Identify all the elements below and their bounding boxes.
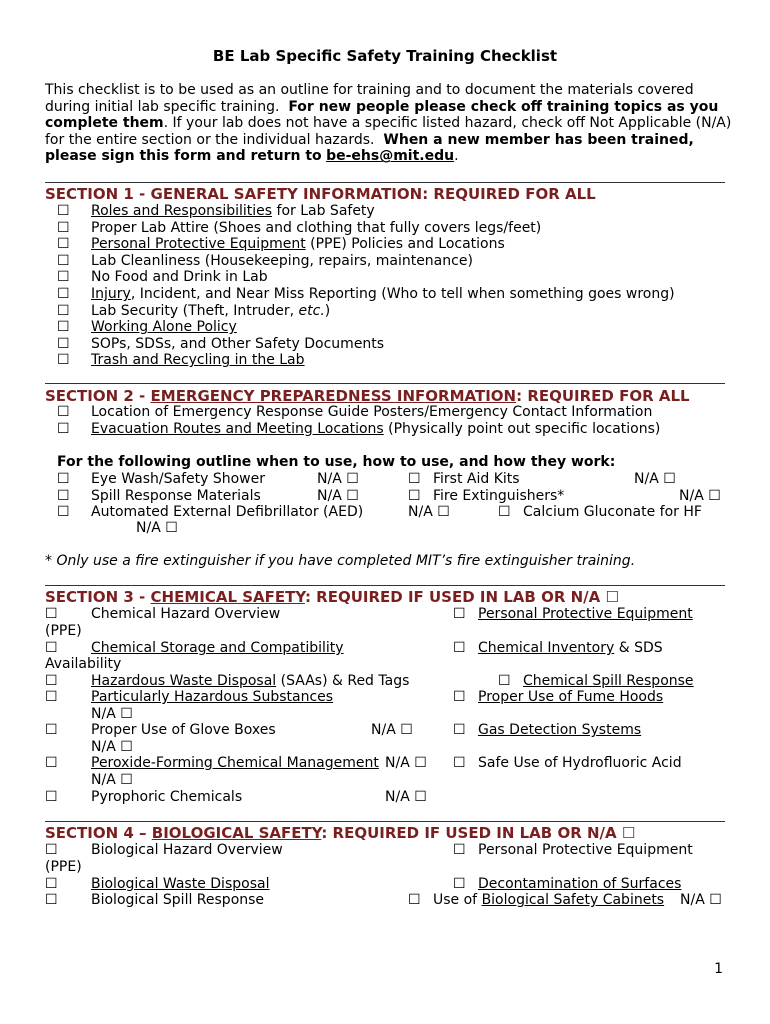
- section-1-item-text: Proper Lab Attire (Shoes and clothing that fully covers legs/feet): [91, 219, 542, 236]
- na-checkbox[interactable]: N/A ☐: [91, 772, 133, 788]
- section-divider: [45, 585, 725, 586]
- section-1-item-text: SOPs, SDSs, and Other Safety Documents: [91, 335, 385, 352]
- checkbox[interactable]: ☐: [453, 755, 466, 771]
- eyewash-label: Eye Wash/Safety Shower: [91, 471, 265, 487]
- chem-inventory-rest: & SDS: [614, 640, 663, 656]
- checkbox[interactable]: ☐: [453, 842, 466, 858]
- intro-end: .: [454, 148, 459, 165]
- section-1-item-text: for Lab Safety: [272, 203, 375, 219]
- checkbox[interactable]: ☐: [57, 504, 70, 520]
- section-1-item-label: [91, 336, 384, 353]
- checkbox[interactable]: ☐: [57, 302, 70, 319]
- emergency-subheading: For the following outline when to use, how to use, and how they work:: [57, 454, 616, 470]
- checkbox[interactable]: ☐: [57, 319, 70, 336]
- na-checkbox[interactable]: N/A ☐: [385, 755, 427, 771]
- checkbox[interactable]: ☐: [57, 219, 70, 236]
- checkbox[interactable]: ☐: [45, 789, 58, 805]
- checkbox[interactable]: ☐: [408, 471, 421, 487]
- section-1-item-text: Lab Security (Theft, Intruder,: [91, 302, 299, 319]
- email-link[interactable]: be-ehs@mit.edu: [326, 148, 455, 165]
- checkbox[interactable]: ☐: [57, 236, 70, 253]
- section-1-item-text-end: ): [324, 302, 331, 319]
- checkbox[interactable]: ☐: [57, 404, 70, 420]
- checkbox[interactable]: ☐: [57, 488, 70, 504]
- intro-text-2: . If your lab does not have a specific listed hazard, check off Not Applicable (N/A) for the entire section or the individual hazards.: [45, 115, 732, 148]
- haz-waste-underlined: Hazardous Waste Disposal: [91, 673, 277, 689]
- section-1-item-underlined: Personal Protective Equipment: [91, 236, 306, 253]
- section-divider: [45, 383, 725, 384]
- section-1-item-underlined: Injury: [91, 285, 131, 302]
- section-2-title-underlined: EMERGENCY PREPAREDNESS INFORMATION: [150, 387, 517, 405]
- section-3-title-prefix: SECTION 3 -: [45, 588, 151, 606]
- haz-waste-rest: (SAAs) & Red Tags: [276, 673, 410, 689]
- checkbox[interactable]: ☐: [45, 842, 58, 858]
- evacuation-label: [91, 421, 660, 438]
- bio-spill-label: Biological Spill Response: [91, 892, 265, 908]
- checkbox[interactable]: ☐: [57, 285, 70, 302]
- checkbox[interactable]: ☐: [57, 335, 70, 352]
- na-checkbox[interactable]: N/A ☐: [680, 892, 722, 908]
- na-checkbox[interactable]: N/A ☐: [91, 739, 133, 755]
- ppe-wrap-label: (PPE): [45, 623, 82, 639]
- decontamination-label: Decontamination of Surfaces: [478, 876, 682, 892]
- extinguisher-footnote: * Only use a fire extinguisher if you have completed MIT’s fire extinguisher training.: [45, 553, 636, 569]
- phs-label: Particularly Hazardous Substances: [91, 689, 334, 705]
- section-3-title-underlined: CHEMICAL SAFETY: [150, 588, 305, 606]
- chem-ppe-label: Personal Protective Equipment: [478, 606, 693, 622]
- na-checkbox[interactable]: N/A ☐: [317, 471, 359, 487]
- checkbox[interactable]: ☐: [498, 673, 511, 689]
- na-checkbox[interactable]: N/A ☐: [371, 722, 413, 738]
- section-1-item: [57, 236, 675, 253]
- chem-storage-label: Chemical Storage and Compatibility: [91, 640, 344, 656]
- calcium-gluconate-label: Calcium Gluconate for HF: [523, 504, 702, 520]
- aed-label: Automated External Defibrillator (AED): [91, 504, 364, 520]
- section-1-list: [57, 203, 675, 369]
- checkbox[interactable]: ☐: [57, 421, 70, 437]
- section-4-title-suffix: : REQUIRED IF USED IN LAB OR N/A ☐: [321, 824, 636, 842]
- checkbox[interactable]: ☐: [498, 504, 511, 520]
- na-checkbox[interactable]: N/A ☐: [408, 504, 450, 520]
- page-number: 1: [714, 961, 723, 977]
- section-1-item-label: [91, 236, 505, 253]
- section-2-title: [45, 387, 690, 405]
- chem-hazard-overview-label: Chemical Hazard Overview: [91, 606, 281, 622]
- section-1-item: [57, 220, 675, 237]
- na-checkbox[interactable]: N/A ☐: [634, 471, 676, 487]
- chem-inventory-underlined: Chemical Inventory: [478, 640, 615, 656]
- checkbox[interactable]: ☐: [453, 689, 466, 705]
- section-1-item-label: [91, 253, 473, 270]
- bsc-label-underlined: Biological Safety Cabinets: [481, 892, 665, 908]
- na-checkbox[interactable]: N/A ☐: [317, 488, 359, 504]
- section-4-title-underlined: BIOLOGICAL SAFETY: [151, 824, 322, 842]
- haz-waste-label: [91, 673, 409, 690]
- section-1-item-text: Lab Cleanliness (Housekeeping, repairs, maintenance): [91, 252, 473, 269]
- section-1-item: [57, 253, 675, 270]
- fume-hood-label: Proper Use of Fume Hoods: [478, 689, 664, 705]
- section-1-item-underlined: Working Alone Policy: [91, 319, 237, 336]
- section-1-item: [57, 286, 675, 303]
- section-1-item-label: [91, 220, 541, 237]
- intro-bold-2: When a new member has been trained, please sign this form and return to: [45, 131, 694, 165]
- section-1-item-text: No Food and Drink in Lab: [91, 269, 268, 286]
- hf-label: Safe Use of Hydrofluoric Acid: [478, 755, 682, 771]
- checkbox[interactable]: ☐: [45, 755, 58, 771]
- section-2-title-prefix: SECTION 2 -: [45, 387, 151, 405]
- section-1-item: [57, 319, 675, 336]
- section-1-item-underlined: Trash and Recycling in the Lab: [91, 352, 305, 369]
- checkbox[interactable]: ☐: [45, 722, 58, 738]
- checkbox[interactable]: ☐: [453, 722, 466, 738]
- evacuation-label-underlined: Evacuation Routes and Meeting Locations: [91, 421, 384, 437]
- ppe-wrap-label: (PPE): [45, 859, 82, 875]
- na-checkbox[interactable]: N/A ☐: [91, 706, 133, 722]
- checkbox[interactable]: ☐: [45, 876, 58, 892]
- checkbox[interactable]: ☐: [45, 606, 58, 622]
- section-1-item: [57, 303, 675, 320]
- intro-bold-1: For new people please check off training topics as you complete them: [45, 98, 719, 132]
- checkbox[interactable]: ☐: [453, 640, 466, 656]
- section-4-title-prefix: SECTION 4 –: [45, 824, 152, 842]
- gas-detection-label: Gas Detection Systems: [478, 722, 642, 738]
- intro-text-1: This checklist is to be used as an outline for training and to document the materials covered during initial lab specific training.: [45, 82, 694, 115]
- bio-ppe-label: Personal Protective Equipment: [478, 842, 693, 858]
- emergency-posters-label: Location of Emergency Response Guide Posters/Emergency Contact Information: [91, 404, 653, 420]
- section-1-item: [57, 336, 675, 353]
- section-1-item-label: [91, 203, 375, 220]
- bsc-label: [433, 892, 664, 909]
- checkbox[interactable]: ☐: [45, 673, 58, 689]
- first-aid-label: First Aid Kits: [433, 471, 520, 487]
- checkbox[interactable]: ☐: [57, 203, 70, 219]
- pyrophoric-label: Pyrophoric Chemicals: [91, 789, 243, 805]
- glove-box-label: Proper Use of Glove Boxes: [91, 722, 276, 738]
- spill-materials-label: Spill Response Materials: [91, 488, 261, 504]
- checkbox[interactable]: ☐: [453, 606, 466, 622]
- checkbox[interactable]: ☐: [45, 640, 58, 656]
- extinguishers-label: Fire Extinguishers*: [433, 488, 565, 504]
- checkbox[interactable]: ☐: [57, 471, 70, 487]
- page-title: BE Lab Specific Safety Training Checklist: [212, 47, 558, 65]
- peroxide-label: Peroxide-Forming Chemical Management: [91, 755, 379, 771]
- section-1-item: [57, 352, 675, 369]
- section-1-item: [57, 269, 675, 286]
- na-checkbox[interactable]: N/A ☐: [136, 520, 178, 536]
- checkbox[interactable]: ☐: [45, 689, 58, 705]
- chem-inventory-label: [478, 640, 663, 657]
- na-checkbox[interactable]: N/A ☐: [385, 789, 427, 805]
- section-1-item-label: [91, 303, 330, 320]
- section-1-item-label: [91, 319, 237, 336]
- bio-hazard-overview-label: Biological Hazard Overview: [91, 842, 283, 858]
- checkbox[interactable]: ☐: [408, 488, 421, 504]
- checkbox[interactable]: ☐: [45, 892, 58, 908]
- section-1-title: SECTION 1 - GENERAL SAFETY INFORMATION: REQUIRED FOR ALL: [45, 185, 596, 203]
- checkbox[interactable]: ☐: [57, 252, 70, 269]
- checkbox[interactable]: ☐: [57, 269, 70, 286]
- section-1-item-text: (PPE) Policies and Locations: [305, 236, 505, 253]
- checkbox[interactable]: ☐: [57, 352, 70, 369]
- section-1-item-label: [91, 352, 305, 369]
- section-divider: [45, 182, 725, 183]
- evacuation-label-rest: (Physically point out specific locations): [383, 421, 661, 437]
- checkbox[interactable]: ☐: [453, 876, 466, 892]
- section-1-item-italic: etc.: [298, 302, 325, 319]
- na-checkbox[interactable]: N/A ☐: [679, 488, 721, 504]
- section-1-item: [57, 203, 675, 220]
- section-divider: [45, 821, 725, 822]
- availability-wrap-label: Availability: [45, 656, 122, 672]
- section-1-item-label: [91, 286, 675, 303]
- bio-waste-label: Biological Waste Disposal: [91, 876, 270, 892]
- section-3-title-suffix: : REQUIRED IF USED IN LAB OR N/A ☐: [304, 588, 619, 606]
- chem-spill-label: Chemical Spill Response: [523, 673, 694, 689]
- section-4-title: [45, 824, 635, 842]
- bsc-label-prefix: Use of: [433, 892, 482, 908]
- section-1-item-underlined: Roles and Responsibilities: [91, 203, 273, 219]
- section-2-title-suffix: : REQUIRED FOR ALL: [516, 387, 690, 405]
- checkbox[interactable]: ☐: [408, 892, 421, 908]
- section-1-item-label: [91, 269, 268, 286]
- section-1-item-text: , Incident, and Near Miss Reporting (Who to tell when something goes wrong): [130, 285, 675, 302]
- intro-paragraph: [45, 82, 735, 165]
- section-3-title: [45, 588, 619, 606]
